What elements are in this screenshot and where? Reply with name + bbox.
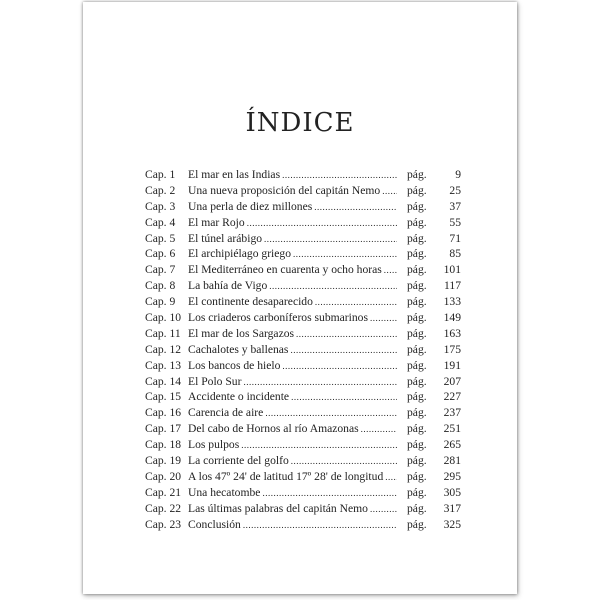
- toc-entry: [145, 167, 461, 183]
- dot-leader: [265, 406, 397, 422]
- chapter-number: Cap. 21: [145, 485, 182, 499]
- page-number: 37: [449, 199, 461, 213]
- chapter-entry: [188, 294, 397, 311]
- chapter-entry: [188, 231, 397, 248]
- page-number: 227: [443, 390, 461, 404]
- chapter-title: Cachalotes y ballenas: [188, 342, 289, 356]
- toc-entry: [145, 231, 461, 247]
- chapter-entry: [188, 485, 397, 502]
- chapter-title: El Mediterráneo en cuarenta y ocho horas: [188, 263, 382, 277]
- dot-leader: [282, 168, 397, 184]
- chapter-number: Cap. 22: [145, 501, 182, 515]
- page-number: 85: [449, 247, 461, 261]
- chapter-entry: [188, 262, 397, 279]
- page-number: 305: [443, 485, 461, 499]
- chapter-number: Cap. 16: [145, 406, 182, 420]
- dot-leader: [315, 295, 397, 311]
- dot-leader: [290, 343, 397, 359]
- page-number: 175: [443, 342, 461, 356]
- chapter-number: Cap. 11: [145, 326, 181, 340]
- chapter-entry: [188, 246, 397, 263]
- page-number: 281: [443, 454, 461, 468]
- chapter-number: Cap. 14: [145, 374, 182, 388]
- chapter-entry: [188, 405, 397, 422]
- chapter-title: El mar en las Indias: [188, 168, 281, 181]
- page-number: 251: [443, 422, 461, 436]
- toc-entry: [145, 326, 461, 342]
- toc-entry: [145, 421, 461, 437]
- page-number: 325: [443, 517, 461, 531]
- chapter-entry: [188, 215, 397, 232]
- chapter-entry: [188, 517, 397, 534]
- chapter-title: Los bancos de hielo: [188, 358, 281, 372]
- chapter-title: Carencia de aire: [188, 406, 264, 420]
- page-number: 317: [443, 501, 461, 515]
- page-number: 25: [449, 183, 461, 197]
- chapter-number: Cap. 17: [145, 422, 182, 436]
- chapter-number: Cap. 4: [145, 215, 176, 229]
- chapter-title: Accidente o incidente: [188, 390, 290, 404]
- chapter-number: Cap. 3: [145, 199, 176, 213]
- chapter-number: Cap. 20: [145, 469, 182, 483]
- dot-leader: [291, 454, 397, 470]
- toc-entry: [145, 262, 461, 278]
- toc-entry: [145, 246, 461, 262]
- page-number: 117: [444, 279, 461, 293]
- chapter-title: El mar Rojo: [188, 215, 245, 229]
- chapter-title: Los criaderos carboníferos submarinos: [188, 311, 368, 325]
- toc-entry: [145, 310, 461, 326]
- toc-entry: [145, 485, 461, 501]
- chapter-title: Los pulpos: [188, 438, 240, 452]
- chapter-number: Cap. 23: [145, 517, 182, 531]
- dot-leader: [282, 359, 397, 375]
- page-number: 265: [443, 438, 461, 452]
- chapter-number: Cap. 5: [145, 231, 176, 245]
- chapter-title: El mar de los Sargazos: [188, 326, 295, 340]
- chapter-entry: [188, 501, 397, 518]
- chapter-number: Cap. 2: [145, 183, 176, 197]
- page-number: 101: [443, 263, 461, 277]
- page-abbrev: pág.: [407, 358, 427, 372]
- page-abbrev: pág.: [407, 247, 427, 261]
- dot-leader: [241, 438, 397, 454]
- page-abbrev: pág.: [407, 422, 427, 436]
- page-abbrev: pág.: [407, 501, 427, 515]
- chapter-entry: [188, 453, 397, 470]
- page-number: 207: [443, 374, 461, 388]
- chapter-entry: [188, 326, 397, 343]
- chapter-title: El continente desaparecido: [188, 295, 313, 309]
- dot-leader: [370, 311, 397, 327]
- dot-leader: [262, 486, 397, 502]
- chapter-title: La bahía de Vigo: [188, 279, 268, 293]
- table-of-contents: [145, 167, 461, 532]
- page-number: 149: [443, 311, 461, 325]
- chapter-title: Del cabo de Hornos al río Amazonas: [188, 422, 359, 436]
- toc-entry: [145, 437, 461, 453]
- chapter-entry: [188, 167, 397, 184]
- page-abbrev: pág.: [407, 374, 427, 388]
- page-abbrev: pág.: [407, 390, 427, 404]
- chapter-entry: [188, 358, 397, 375]
- page-number: 295: [443, 469, 461, 483]
- page-abbrev: pág.: [407, 454, 427, 468]
- page-abbrev: pág.: [407, 517, 427, 531]
- page-abbrev: pág.: [407, 469, 427, 483]
- page-number: 55: [449, 215, 461, 229]
- toc-entry: [145, 294, 461, 310]
- chapter-number: Cap. 9: [145, 295, 176, 309]
- page-title: ÍNDICE: [245, 108, 355, 138]
- toc-entry: [145, 278, 461, 294]
- page-number: 133: [443, 295, 461, 309]
- page-abbrev: pág.: [407, 438, 427, 452]
- chapter-entry: [188, 389, 397, 406]
- page-abbrev: pág.: [407, 311, 427, 325]
- chapter-title: Una nueva proposición del capitán Nemo: [188, 183, 381, 197]
- chapter-title: El archipiélago griego: [188, 247, 292, 261]
- dot-leader: [243, 375, 397, 391]
- toc-entry: [145, 215, 461, 231]
- chapter-title: Una perla de diez millones: [188, 199, 313, 213]
- chapter-title: La corriente del golfo: [188, 454, 289, 468]
- chapter-entry: [188, 199, 397, 216]
- toc-entry: [145, 517, 461, 533]
- dot-leader: [296, 327, 397, 343]
- book-page: [83, 2, 517, 594]
- page-abbrev: pág.: [407, 406, 427, 420]
- dot-leader: [361, 422, 397, 438]
- dot-leader: [370, 502, 397, 518]
- page-abbrev: pág.: [407, 279, 427, 293]
- chapter-number: Cap. 7: [145, 263, 176, 277]
- dot-leader: [314, 200, 397, 216]
- page-abbrev: pág.: [407, 215, 427, 229]
- chapter-title: Una hecatombe: [188, 485, 261, 499]
- chapter-title: El Polo Sur: [188, 374, 242, 388]
- dot-leader: [264, 232, 397, 248]
- chapter-entry: [188, 278, 397, 295]
- page-abbrev: pág.: [407, 342, 427, 356]
- chapter-number: Cap. 18: [145, 438, 182, 452]
- dot-leader: [382, 184, 397, 200]
- page-abbrev: pág.: [407, 326, 427, 340]
- chapter-entry: [188, 421, 397, 438]
- chapter-number: Cap. 13: [145, 358, 182, 372]
- chapter-title: A los 47º 24' de latitud 17º 28' de longitud: [188, 469, 384, 483]
- dot-leader: [384, 263, 397, 279]
- dot-leader: [269, 279, 397, 295]
- chapter-number: Cap. 15: [145, 390, 182, 404]
- chapter-entry: [188, 437, 397, 454]
- dot-leader: [385, 470, 397, 486]
- toc-entry: [145, 501, 461, 517]
- toc-entry: [145, 358, 461, 374]
- page-number: 237: [443, 406, 461, 420]
- chapter-number: Cap. 1: [145, 168, 176, 181]
- page-number: 71: [449, 231, 461, 245]
- chapter-number: Cap. 8: [145, 279, 176, 293]
- toc-entry: [145, 469, 461, 485]
- chapter-number: Cap. 19: [145, 454, 182, 468]
- page-abbrev: pág.: [407, 199, 427, 213]
- dot-leader: [293, 247, 397, 263]
- dot-leader: [243, 518, 397, 534]
- toc-entry: [145, 453, 461, 469]
- toc-entry: [145, 199, 461, 215]
- page-number: 191: [443, 358, 461, 372]
- page-abbrev: pág.: [407, 168, 427, 181]
- page-abbrev: pág.: [407, 231, 427, 245]
- chapter-number: Cap. 6: [145, 247, 176, 261]
- toc-entry: [145, 342, 461, 358]
- page-abbrev: pág.: [407, 183, 427, 197]
- chapter-entry: [188, 183, 397, 200]
- chapter-number: Cap. 12: [145, 342, 182, 356]
- toc-entry: [145, 183, 461, 199]
- chapter-entry: [188, 342, 397, 359]
- chapter-title: El túnel arábigo: [188, 231, 263, 245]
- chapter-number: Cap. 10: [145, 311, 182, 325]
- chapter-entry: [188, 374, 397, 391]
- toc-entry: [145, 405, 461, 421]
- toc-entry: [145, 389, 461, 405]
- chapter-title: Las últimas palabras del capitán Nemo: [188, 501, 368, 515]
- dot-leader: [291, 390, 397, 406]
- page-abbrev: pág.: [407, 295, 427, 309]
- page-abbrev: pág.: [407, 263, 427, 277]
- chapter-entry: [188, 469, 397, 486]
- page-abbrev: pág.: [407, 485, 427, 499]
- dot-leader: [247, 216, 397, 232]
- chapter-entry: [188, 310, 397, 327]
- page-number: 9: [455, 168, 461, 181]
- toc-entry: [145, 374, 461, 390]
- chapter-title: Conclusión: [188, 517, 241, 531]
- page-number: 163: [443, 326, 461, 340]
